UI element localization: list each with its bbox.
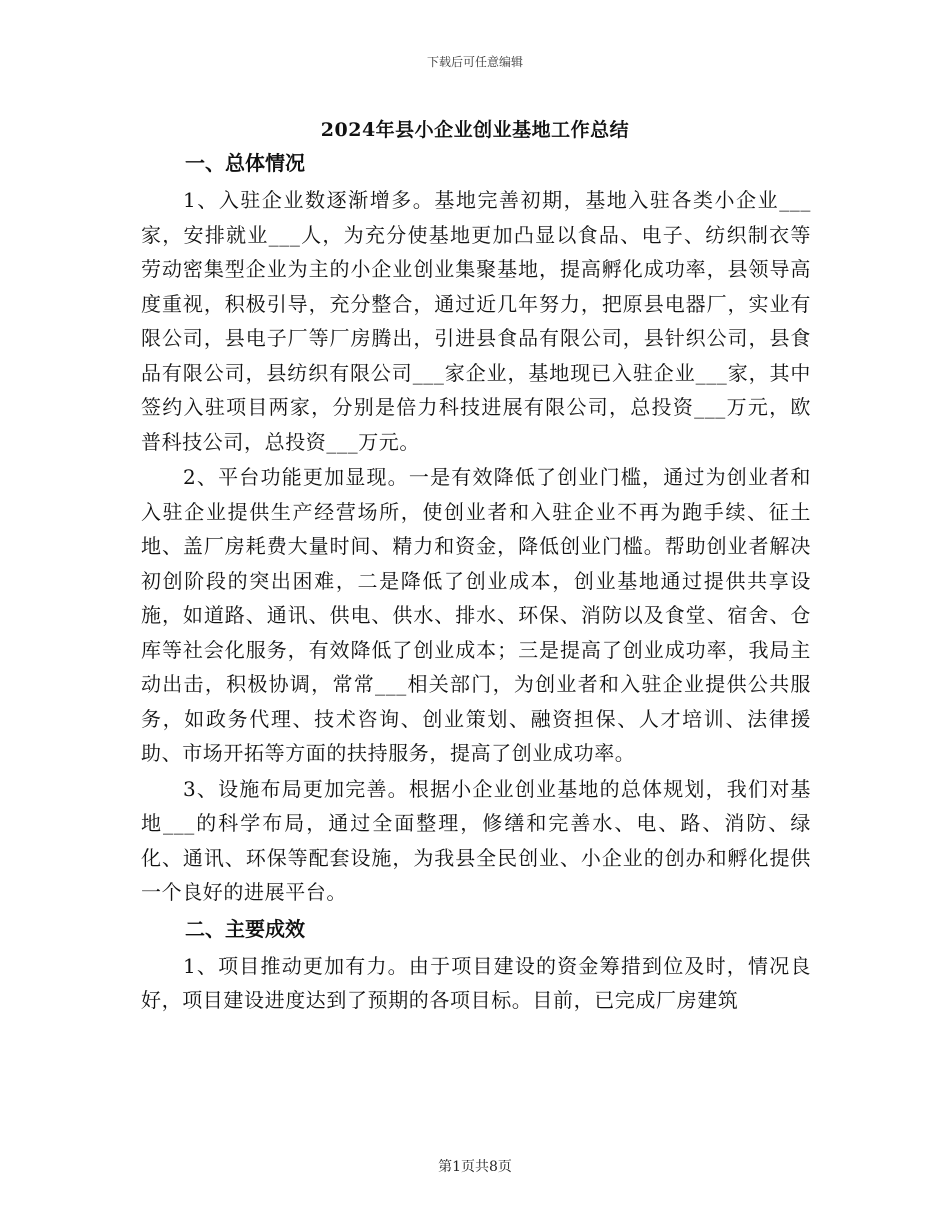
paragraph-enterprise-growth: 1、入驻企业数逐渐增多。基地完善初期，基地入驻各类小企业___家，安排就业___人，为充分使基地更加凸显以食品、电子、纺织制衣等劳动密集型企业为主的小企业创业集聚基地，提高孵化成功率，县领导高度重视，积极引导，充分整合，通过近几年努力，把原县电器厂，实业有限公司，县电子厂等厂房腾出，引进县食品有限公司，县针织公司，县食品有限公司，县纺织有限公司___家企业，基地现已入驻企业___家，其中签约入驻项目两家，分别是倍力科技进展有限公司，总投资___万元，欧普科技公司，总投资___万元。 — [141, 188, 811, 454]
page-number: 第1页共8页 — [438, 1159, 512, 1175]
document-title: 2024年县小企业创业基地工作总结 — [320, 119, 630, 141]
paragraph-platform-function: 2、平台功能更加显现。一是有效降低了创业门槛，通过为创业者和入驻企业提供生产经营场所，使创业者和入驻企业不再为跑手续、征土地、盖厂房耗费大量时间、精力和资金，降低创业门槛。帮助创业者解决初创阶段的突出困难，二是降低了创业成本，创业基地通过提供共享设施，如道路、通讯、供电、供水、排水、环保、消防以及食堂、宿舍、仓库等社会化服务，有效降低了创业成本；三是提高了创业成功率，我局主动出击，积极协调，常常___相关部门，为创业者和入驻企业提供公共服务，如政务代理、技术咨询、创业策划、融资担保、人才培训、法律援助、市场开拓等方面的扶持服务，提高了创业成功率。 — [141, 465, 811, 765]
paragraph-project-progress: 1、项目推动更加有力。由于项目建设的资金筹措到位及时，情况良好，项目建设进度达到了预期的各项目标。目前，已完成厂房建筑 — [141, 953, 811, 1012]
section-heading-results: 二、主要成效 — [185, 916, 305, 941]
paragraph-facility-layout: 3、设施布局更加完善。根据小企业创业基地的总体规划，我们对基地___的科学布局，通过全面整理，修缮和完善水、电、路、消防、绿化、通讯、环保等配套设施，为我县全民创业、小企业的创办和孵化提供一个良好的进展平台。 — [141, 776, 811, 904]
section-heading-overview: 一、总体情况 — [185, 151, 305, 175]
document-body — [141, 145, 811, 1019]
header-note: 下载后可任意编辑 — [426, 55, 523, 69]
